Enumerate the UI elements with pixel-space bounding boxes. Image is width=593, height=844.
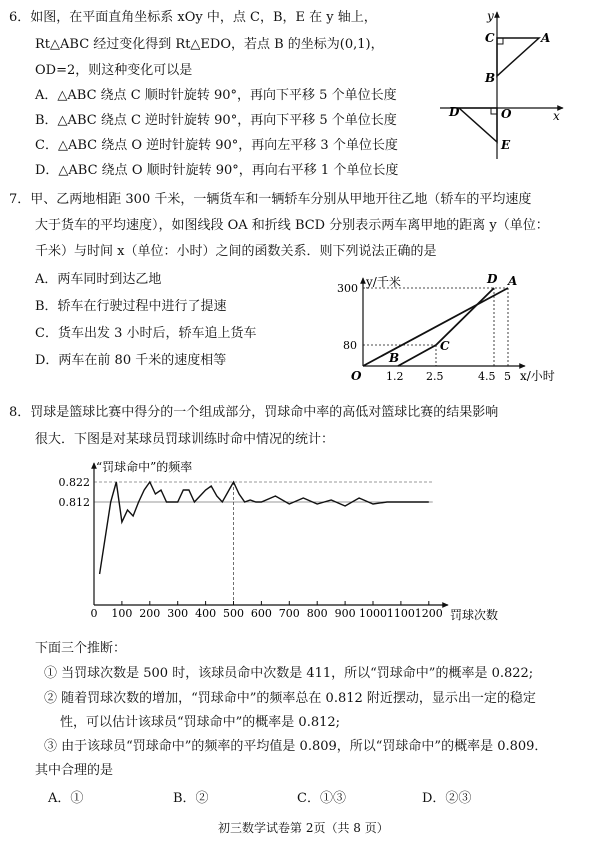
chart-series-line — [100, 482, 429, 574]
q7-point-d: D — [487, 272, 498, 286]
q8-frequency-chart — [40, 455, 520, 630]
q6-stem-1: 6．如图，在平面直角坐标系 xOy 中，点 C，B，E 在 y 轴上， — [9, 10, 377, 25]
chart-x-tick-label: 800 — [306, 607, 328, 620]
q6-right-angle-c — [497, 38, 503, 44]
page-footer: 初三数学试卷第 2页（共 8 页） — [218, 821, 389, 835]
q8-option-b[interactable]: B．② — [173, 791, 209, 806]
chart-x-tick-label: 200 — [139, 607, 161, 620]
q8-option-a[interactable]: A．① — [48, 791, 84, 806]
chart-x-tick-label: 400 — [195, 607, 217, 620]
q7-segment-oa — [363, 288, 508, 366]
q8-option-d[interactable]: D．②③ — [422, 791, 472, 806]
chart-x-tick-label: 900 — [334, 607, 356, 620]
q7-ylabel: y/千米 — [366, 275, 401, 289]
q7-stem-2: 大于货车的平均速度），如图线段 OA 和折线 BCD 分别表示两车离甲地的距离 y（单位： — [35, 218, 549, 233]
q8-stem-1: 8．罚球是篮球比赛中得分的一个组成部分，罚球命中率的高低对篮球比赛的结果影响 — [9, 405, 499, 420]
q8-inference-2a: ② 随着罚球次数的增加，“罚球命中”的频率总在 0.812 附近摆动，显示出一定的稳定 — [44, 691, 536, 706]
chart-x-tick-label: 1100 — [386, 607, 415, 620]
q7-option-b[interactable]: B．轿车在行驶过程中进行了提速 — [35, 299, 227, 314]
q7-point-b: B — [389, 351, 400, 365]
q7-ytick-80: 80 — [343, 339, 357, 352]
chart-x-tick-label: 100 — [111, 607, 133, 620]
q7-origin: O — [351, 369, 362, 383]
q6-stem-3: OD=2，则这种变化可以是 — [35, 63, 193, 78]
q8-inference-2b: 性，可以估计该球员“罚球命中”的概率是 0.812; — [60, 715, 341, 730]
q8-inferences-title: 下面三个推断： — [35, 641, 127, 656]
q7-polyline-bcd — [398, 288, 494, 366]
q8-option-c[interactable]: C．①③ — [297, 791, 346, 806]
q7-xtick-5: 5 — [504, 370, 511, 383]
q6-label-a: A — [541, 31, 551, 45]
q7-option-c[interactable]: C．货车出发 3 小时后，轿车追上货车 — [35, 326, 257, 341]
q7-ytick-300: 300 — [337, 282, 358, 295]
q6-label-e: E — [501, 138, 511, 152]
q7-xlabel: x/小时 — [520, 369, 555, 383]
q7-stem-1: 7．甲、乙两地相距 300 千米，一辆货车和一辆轿车分别从甲地开往乙地（轿车的平均速度 — [9, 192, 532, 207]
q7-option-d[interactable]: D．两车在前 80 千米的速度相等 — [35, 353, 227, 368]
q8-inference-3: ③ 由于该球员“罚球命中”的频率的平均值是 0.809，所以“罚球命中”的概率是 0.809． — [44, 739, 548, 754]
q7-stem-3: 千米）与时间 x（单位：小时）之间的函数关系．则下列说法正确的是 — [35, 244, 437, 259]
chart-x-tick-label: 600 — [250, 607, 272, 620]
q6-label-x: x — [553, 109, 560, 123]
q6-label-d: D — [449, 105, 460, 119]
chart-title: “罚球命中”的频率 — [96, 460, 193, 474]
q7-graph — [330, 272, 560, 387]
chart-y-tick-label: 0.812 — [58, 496, 90, 509]
chart-x-tick-label: 1200 — [414, 607, 443, 620]
chart-x-tick-label: 300 — [167, 607, 189, 620]
chart-xlabel: 罚球次数 — [450, 608, 499, 622]
q6-label-o: O — [501, 107, 512, 121]
q8-question: 其中合理的是 — [35, 763, 114, 778]
q6-option-a[interactable]: A．△ABC 绕点 C 顺时针旋转 90°，再向下平移 5 个单位长度 — [35, 88, 397, 103]
q6-option-d[interactable]: D．△ABC 绕点 O 顺时针旋转 90°，再向右平移 1 个单位长度 — [35, 163, 399, 178]
chart-x-tick-label: 700 — [278, 607, 300, 620]
q7-xtick-1-2: 1.2 — [386, 370, 404, 383]
q6-label-y: y — [487, 9, 494, 23]
q8-inference-1: ① 当罚球次数是 500 时，该球员命中次数是 411，所以“罚球命中”的概率是 0.822; — [44, 666, 534, 681]
chart-x-tick-label: 0 — [90, 607, 98, 620]
q6-label-c: C — [485, 31, 495, 45]
q6-figure — [435, 4, 575, 164]
q6-label-b: B — [485, 71, 496, 85]
q6-option-b[interactable]: B．△ABC 绕点 C 逆时针旋转 90°，再向下平移 5 个单位长度 — [35, 113, 397, 128]
chart-x-tick-label: 500 — [223, 607, 244, 620]
q8-stem-2: 很大．下图是对某球员罚球训练时命中情况的统计： — [35, 432, 335, 447]
q7-xtick-2-5: 2.5 — [426, 370, 444, 383]
chart-x-tick-label: 1000 — [359, 607, 387, 620]
chart-y-tick-label: 0.822 — [58, 476, 90, 489]
q6-option-c[interactable]: C．△ABC 绕点 O 逆时针旋转 90°，再向左平移 3 个单位长度 — [35, 138, 398, 153]
q7-option-a[interactable]: A．两车同时到达乙地 — [35, 272, 162, 287]
q7-point-c: C — [440, 339, 450, 353]
q6-stem-2: Rt△ABC 经过变化得到 Rt△EDO，若点 B 的坐标为(0,1)， — [35, 37, 384, 52]
q6-right-angle-o — [491, 108, 497, 114]
q7-point-a: A — [508, 274, 518, 288]
q7-xtick-4-5: 4.5 — [478, 370, 496, 383]
